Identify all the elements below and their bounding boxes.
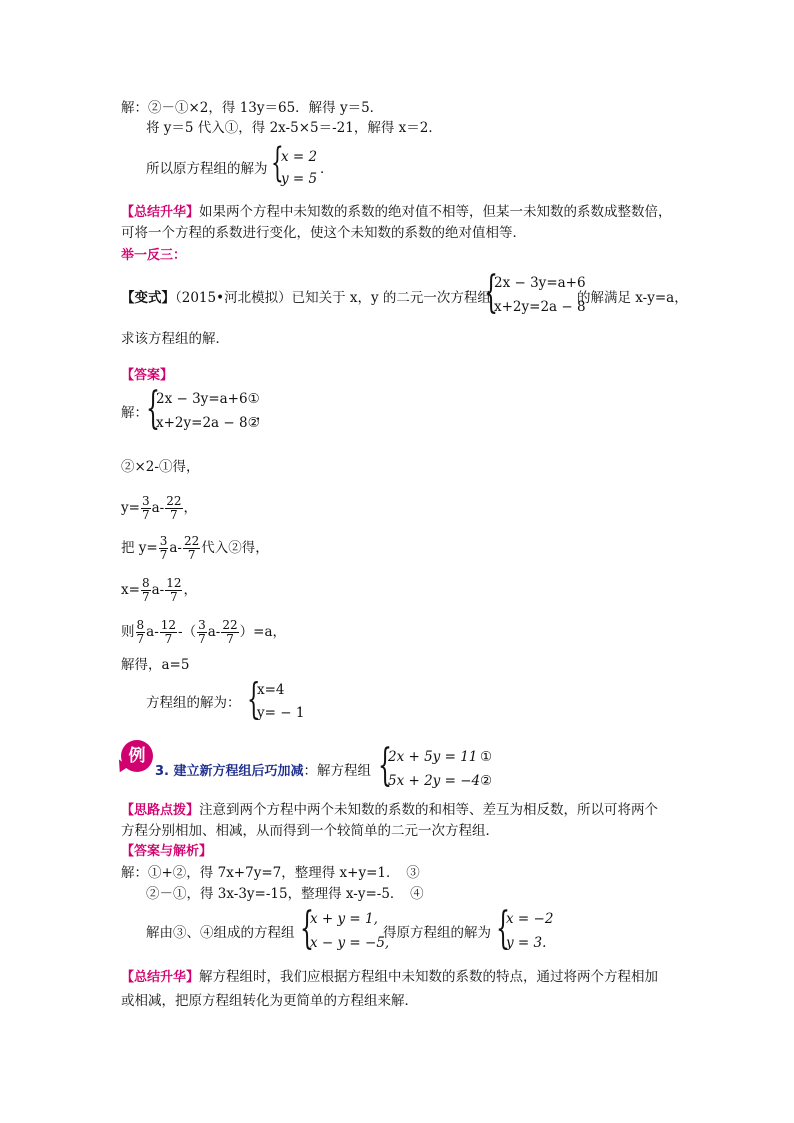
fraction: $\frac{22}{7}$	[166, 494, 182, 522]
hint-text2: 方程分别相加、相减，从而得到一个较简单的二元一次方程组．	[121, 823, 499, 839]
answer-step1: ②×2-①得，	[121, 459, 200, 475]
final-prefix: 方程组的解为：	[146, 695, 241, 711]
sol1-eq2: y = 5	[281, 171, 318, 187]
variant-text1: （2015•河北模拟）已知关于 x，y 的二元一次方程组	[175, 290, 491, 306]
fraction: $\frac{22}{7}$	[184, 534, 200, 562]
solved-line: 解得，a=5	[121, 657, 190, 673]
variant-text2: 的解满足 x-y=a，	[577, 290, 688, 306]
a-term: a-	[151, 500, 165, 516]
sol1-line3: 所以原方程组的解为	[146, 161, 268, 177]
sol1-eq1: x = 2	[281, 149, 318, 165]
analysis-line2: ②－①，得 3x-3y=-15，整理得 x-y=-5． ④	[146, 886, 424, 902]
summary2-text1: 解方程组时，我们应根据方程组中未知数的系数的特点，通过将两个方程相加	[199, 969, 659, 985]
fraction: $\frac{8}{7}$	[136, 618, 145, 646]
answer-eq1: 2x − 3y=a+6①	[156, 391, 260, 407]
y-lhs: y=	[121, 500, 140, 516]
fraction: $\frac{3}{7}$	[141, 494, 150, 522]
fraction: $\frac{3}{7}$	[159, 534, 168, 562]
example3-text: ：解方程组	[303, 763, 372, 779]
fraction: $\frac{12}{7}$	[166, 576, 182, 604]
summary1	[121, 203, 672, 222]
brace: {	[247, 674, 261, 723]
example-badge-icon: 例	[121, 740, 153, 772]
summary2-tag: 【总结升华】	[121, 970, 200, 985]
summary2-line1	[121, 968, 658, 987]
analysis-line3b: 得原方程组的解为	[383, 925, 491, 941]
juyi-heading: 举一反三：	[121, 248, 187, 263]
sol1-suffix: ．	[320, 161, 334, 177]
analysis-line3a: 解由③、④组成的方程组	[146, 925, 295, 941]
example3-n1: ①	[480, 749, 493, 765]
answer-comma: ，	[256, 407, 270, 423]
fraction: $\frac{8}{7}$	[141, 576, 150, 604]
answer-tag: 【答案】	[121, 368, 174, 383]
variant-tag: 【变式】	[121, 290, 175, 306]
fraction: $\frac{12}{7}$	[160, 618, 177, 646]
example3-n2: ②	[480, 773, 493, 789]
final-eq1: x=4	[257, 682, 285, 698]
final-eq2: y= − 1	[257, 705, 305, 721]
brace: {	[146, 383, 160, 434]
then-line: 则 $\frac{8}{7}$ a- $\frac{12}{7}$ -（ $\frac{3}{7}$ a- $\frac{22}{7}$ ）=a，	[121, 618, 287, 646]
hint-text1: 注意到两个方程中两个未知数的系数的和相等、差互为相反数，所以可将两个	[199, 802, 659, 818]
sol1-line1: 解：②－①×2，得 13y＝65．解得 y＝5．	[121, 100, 384, 116]
analysis-s1: x + y = 1,	[310, 911, 378, 927]
fraction: $\frac{22}{7}$	[222, 618, 238, 646]
hint-tag: 【思路点拨】	[121, 803, 200, 818]
variant-text3: 求该方程组的解．	[121, 331, 229, 347]
brace: {	[300, 903, 314, 954]
answer-eq2: x+2y=2a − 8②	[156, 415, 260, 431]
summary1-tag: 【总结升华】	[121, 205, 200, 220]
brace: {	[378, 740, 392, 791]
example3-title: 3. 建立新方程组后巧加减	[155, 764, 304, 779]
example3-eq1: 2x + 5y = 11	[388, 749, 478, 765]
analysis-tag: 【答案与解析】	[121, 844, 213, 859]
summary1-text2: 可将一个方程的系数进行变化，使这个未知数的系数的绝对值相等．	[121, 225, 526, 241]
variant-eq2: x+2y=2a − 8	[494, 299, 586, 315]
hint-line1	[121, 801, 658, 820]
y-expression: y= $\frac{3}{7}$ a- $\frac{22}{7}$ ，	[121, 494, 197, 522]
x-expression: x= $\frac{8}{7}$ a- $\frac{12}{7}$ ，	[121, 576, 197, 604]
example3-eq2: 5x + 2y = −4	[388, 773, 481, 789]
summary2-text2: 或相减，把原方程组转化为更简单的方程组来解．	[121, 993, 418, 1009]
substitute-line: 把 y= $\frac{3}{7}$ a- $\frac{22}{7}$ 代入②得，	[121, 534, 269, 562]
brace: {	[484, 267, 498, 318]
summary1-text1: 如果两个方程中未知数的系数的绝对值不相等，但某一未知数的系数成整数倍，	[199, 204, 672, 220]
variant-line1	[121, 289, 491, 307]
analysis-line1: 解：①+②，得 7x+7y=7，整理得 x+y=1． ③	[121, 865, 420, 881]
analysis-r1: x = −2	[506, 911, 554, 927]
answer-prefix: 解：	[121, 405, 148, 421]
brace: {	[271, 140, 284, 186]
example3-title-line	[155, 762, 371, 781]
brace: {	[496, 903, 510, 954]
fraction: $\frac{3}{7}$	[198, 618, 206, 646]
analysis-s2: x − y = −5,	[310, 935, 390, 951]
sol1-line2: 将 y＝5 代入①，得 2x-5×5＝-21，解得 x＝2．	[146, 120, 442, 136]
variant-eq1: 2x − 3y=a+6	[494, 275, 586, 291]
final-suffix: ．	[298, 697, 312, 713]
analysis-r2: y = 3.	[506, 935, 547, 951]
